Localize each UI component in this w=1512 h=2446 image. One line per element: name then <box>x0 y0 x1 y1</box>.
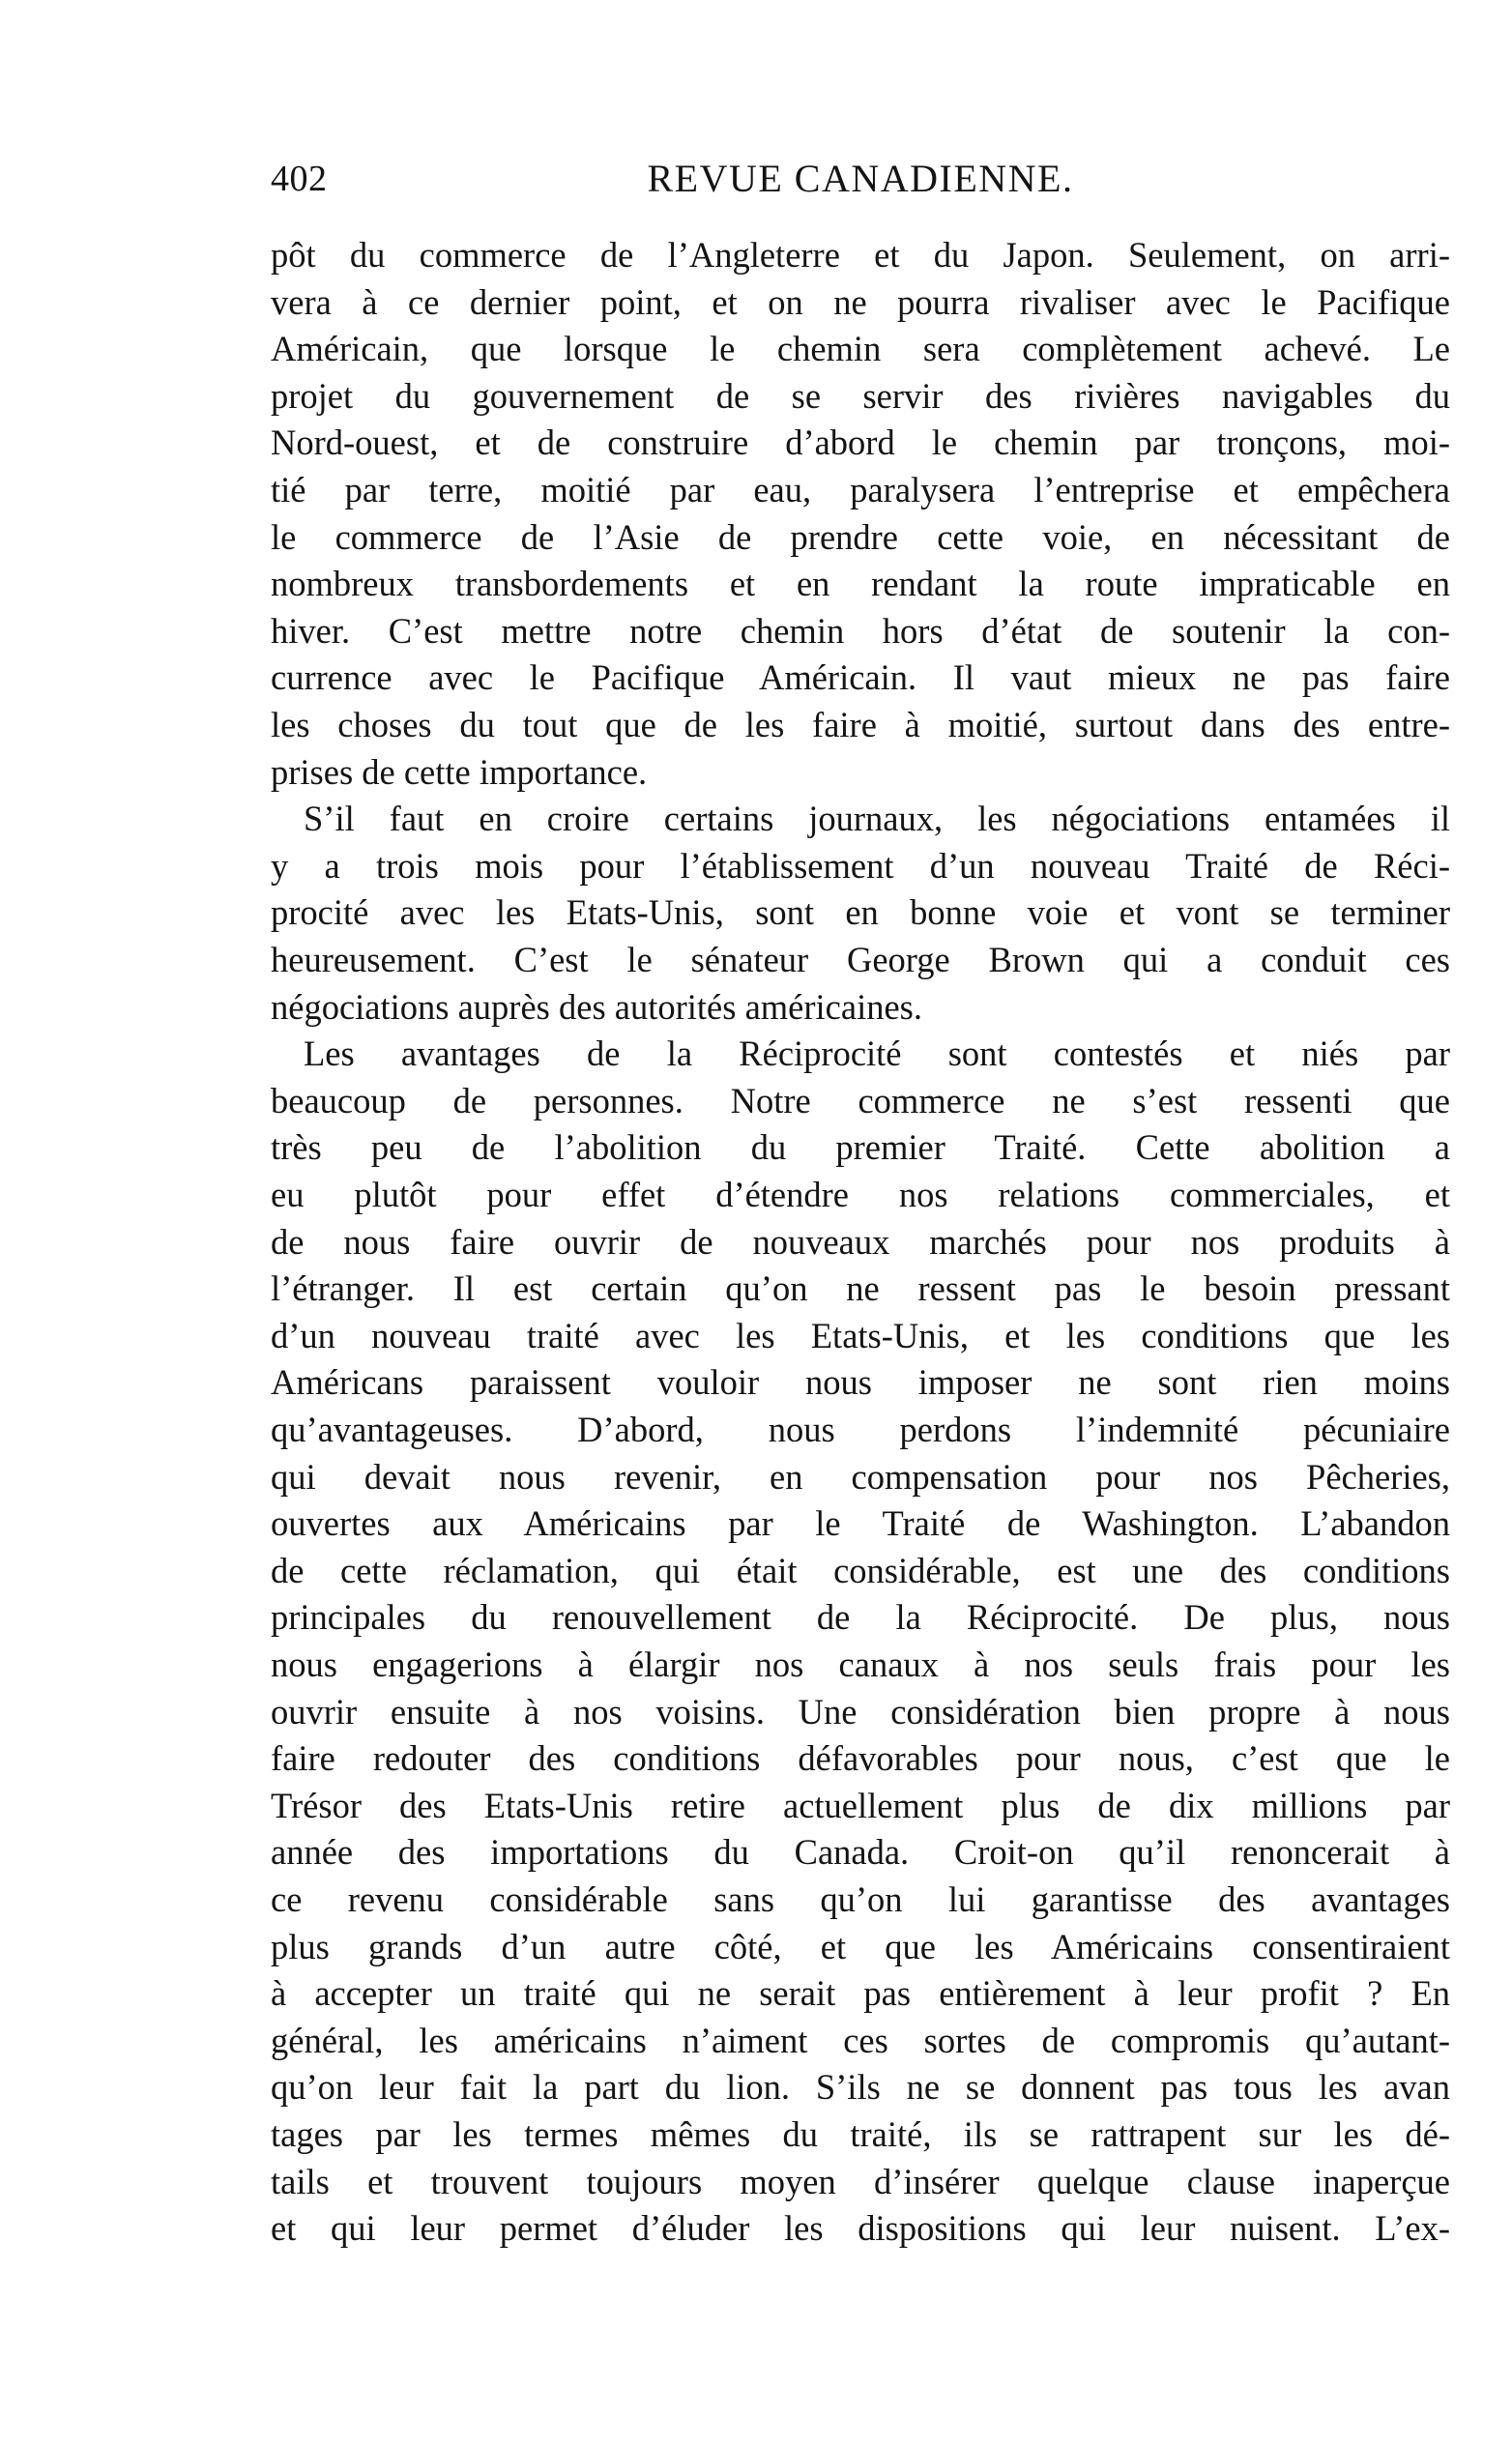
running-head: REVUE CANADIENNE. <box>647 157 1074 200</box>
text-line: très peu de l’abolition du premier Traité. Cette abolition a <box>271 1127 1450 1168</box>
text-line: Les avantages de la Réciprocité sont contestés et niés par <box>304 1034 1450 1074</box>
text-line: nous engagerions à élargir nos canaux à nos seuls frais pour les <box>271 1645 1450 1684</box>
text-line: l’étranger. Il est certain qu’on ne ressent pas le besoin pressant <box>271 1268 1450 1309</box>
text-line: projet du gouvernement de se servir des rivières navigables du <box>271 375 1450 416</box>
text-line: qu’on leur fait la part du lion. S’ils ne se donnent pas tous les avan <box>271 2067 1450 2108</box>
text-line: ouvrir ensuite à nos voisins. Une considération bien propre à nous <box>271 1691 1450 1732</box>
text-line: Américans paraissent vouloir nous imposer ne sont rien moins <box>271 1362 1450 1403</box>
text-line: tages par les termes mêmes du traité, ils se rattrapent sur les dé- <box>271 2114 1450 2154</box>
text-line: et qui leur permet d’éluder les dispositions qui leur nuisent. L’ex- <box>271 2208 1450 2249</box>
text-line: tié par terre, moitié par eau, paralysera l’entreprise et empêchera <box>271 470 1450 510</box>
text-line: de cette réclamation, qui était considérable, est une des conditions <box>271 1550 1450 1590</box>
text-line: pôt du commerce de l’Angleterre et du Japon. Seulement, on arri- <box>271 235 1450 275</box>
text-line: S’il faut en croire certains journaux, les négociations entamées il <box>304 799 1450 839</box>
text-line: qu’avantageuses. D’abord, nous perdons l’indemnité pécuniaire <box>271 1410 1450 1449</box>
text-line: de nous faire ouvrir de nouveaux marchés pour nos produits à <box>271 1221 1450 1262</box>
page-number: 402 <box>271 159 328 199</box>
text-line: qui devait nous revenir, en compensation pour nos Pêcheries, <box>271 1456 1450 1497</box>
text-line: beaucoup de personnes. Notre commerce ne s’est ressenti que <box>271 1080 1450 1121</box>
text-line: plus grands d’un autre côté, et que les Américains consentiraient <box>271 1926 1450 1966</box>
text-line: les choses du tout que de les faire à moitié, surtout dans des entre- <box>271 705 1450 744</box>
text-line: général, les américains n’aiment ces sortes de compromis qu’autant- <box>271 2020 1450 2060</box>
text-line: négociations auprès des autorités américaines. <box>271 986 922 1027</box>
text-line: Trésor des Etats-Unis retire actuellement plus de dix millions par <box>271 1785 1450 1825</box>
text-line: nombreux transbordements et en rendant la route impraticable en <box>271 564 1450 604</box>
text-line: à accepter un traité qui ne serait pas entièrement à leur profit ? En <box>271 1973 1450 2014</box>
text-line: y a trois mois pour l’établissement d’un nouveau Traité de Réci- <box>271 845 1450 886</box>
text-line: d’un nouveau traité avec les Etats-Unis, et les conditions que les <box>271 1315 1450 1355</box>
page-header <box>271 155 1450 213</box>
text-line: Nord-ouest, et de construire d’abord le chemin par tronçons, moi- <box>271 422 1450 463</box>
text-line: Américain, que lorsque le chemin sera complètement achevé. Le <box>271 329 1450 369</box>
text-line: hiver. C’est mettre notre chemin hors d’état de soutenir la con- <box>271 610 1450 651</box>
text-line: eu plutôt pour effet d’étendre nos relations commerciales, et <box>271 1175 1450 1214</box>
text-line: ouvertes aux Américains par le Traité de Washington. L’abandon <box>271 1503 1450 1544</box>
text-line: prises de cette importance. <box>271 751 648 792</box>
text-line: ce revenu considérable sans qu’on lui garantisse des avantages <box>271 1879 1450 1919</box>
text-line: heureusement. C’est le sénateur George Brown qui a conduit ces <box>271 940 1450 979</box>
text-line: le commerce de l’Asie de prendre cette voie, en nécessitant de <box>271 516 1450 557</box>
body-text <box>271 232 1450 2291</box>
text-line: currence avec le Pacifique Américain. Il vaut mieux ne pas faire <box>271 657 1450 698</box>
text-line: tails et trouvent toujours moyen d’insérer quelque clause inaperçue <box>271 2161 1450 2201</box>
text-line: principales du renouvellement de la Réciprocité. De plus, nous <box>271 1597 1450 1638</box>
text-line: procité avec les Etats-Unis, sont en bonne voie et vont se terminer <box>271 892 1450 933</box>
text-line: faire redouter des conditions défavorables pour nous, c’est que le <box>271 1738 1450 1779</box>
text-line: vera à ce dernier point, et on ne pourra rivaliser avec le Pacifique <box>271 281 1450 322</box>
text-line: année des importations du Canada. Croit-on qu’il renoncerait à <box>271 1832 1450 1873</box>
